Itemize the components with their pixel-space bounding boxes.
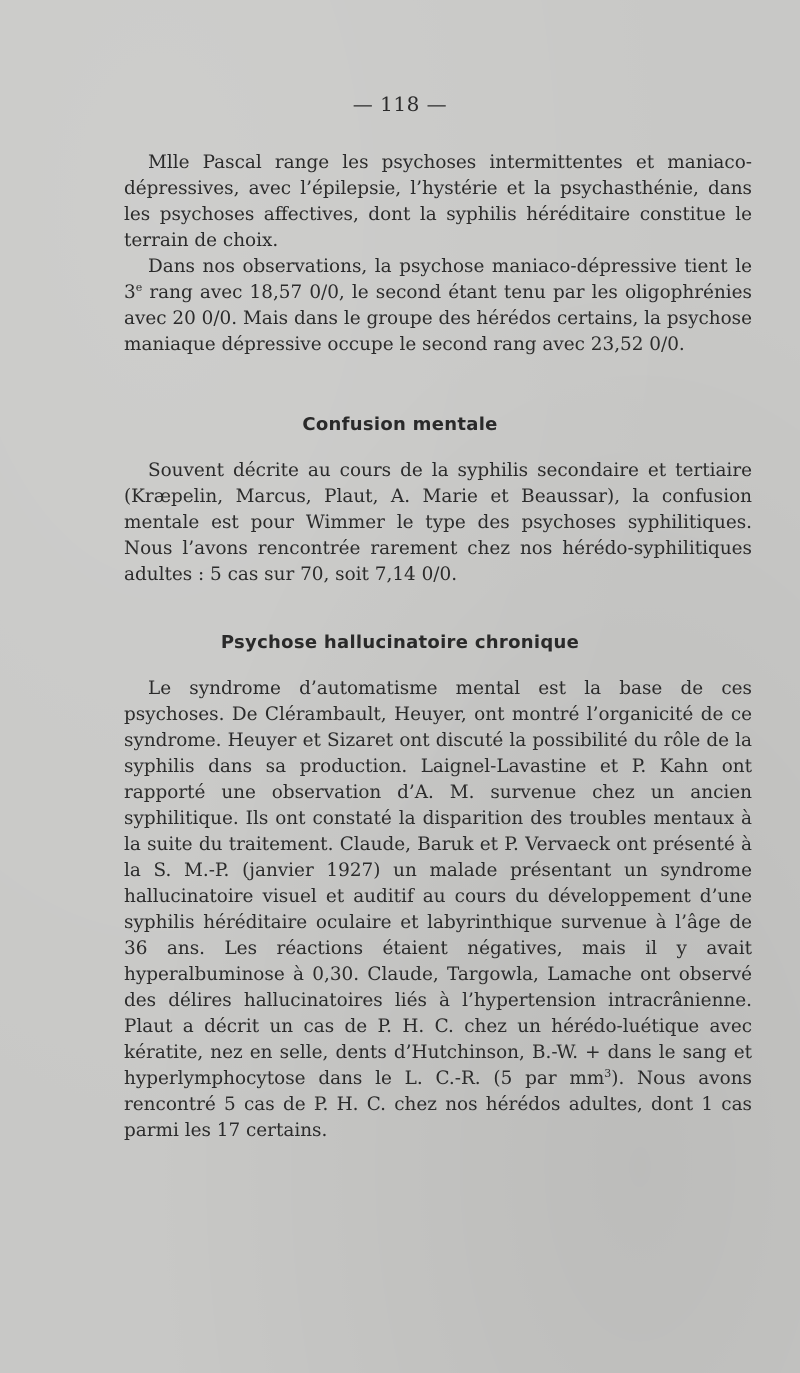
intro-paragraph-2 — [124, 254, 752, 358]
confusion-section — [124, 458, 752, 588]
hallucinatory-section — [124, 676, 752, 1144]
intro-paragraph-1: Mlle Pascal range les psychoses intermittentes et maniaco-dépressives, avec l’épilepsie, l’hystérie et la psychasthénie, dans les psychoses affectives, dont la syphilis héréditaire constitue le terrain de choix. — [124, 152, 752, 251]
ordinal-superscript: e — [135, 280, 143, 294]
intro-paragraph-2-text-b: rang avec 18,57 0/0, le second étant tenu par les oligophrénies avec 20 0/0. Mais dans le groupe des hérédos certains, la psychose maniaque dépressive occupe le second rang avec 23,52 0/0. — [124, 282, 752, 355]
confusion-paragraph: Souvent décrite au cours de la syphilis secondaire et tertiaire (Kræpelin, Marcus, Plaut, A. Marie et Beaussar), la confusion mentale est pour Wimmer le type des psychoses syphilitiques. Nous l’avons rencontrée rarement chez nos hérédo-syphilitiques adultes : 5 cas sur 70, soit 7,14 0/0. — [124, 460, 752, 585]
heading-psychose-hallucinatoire: Psychose hallucinatoire chronique — [220, 632, 580, 653]
page-number: — 118 — — [352, 92, 448, 116]
cubic-superscript: 3 — [604, 1066, 612, 1080]
heading-confusion-mentale: Confusion mentale — [302, 414, 498, 435]
hallucinatory-paragraph-text-a: Le syndrome d’automatisme mental est la base de ces psychoses. De Clérambault, Heuyer, ont montré l’organicité de ce syndrome. Heuyer et Sizaret ont discuté la possibilité du rôle de la syphilis dans sa production. Laignel-Lavastine et P. Kahn ont rapporté une observation d’A. M. survenue chez un ancien syphilitique. Ils ont constaté la disparition des troubles mentaux à la suite du traitement. Claude, Baruk et P. Vervaeck ont présenté à la S. M.-P. (janvier 1927) un malade présentant un syndrome hallucinatoire visuel et auditif au cours du développement d’une syphilis héréditaire oculaire et labyrinthique survenue à l’âge de 36 ans. Les réactions étaient négatives, mais il y avait hyperalbuminose à 0,30. Claude, Targowla, Lamache ont observé des délires hallucinatoires liés à l’hypertension intracrânienne. Plaut a décrit un cas de P. H. C. chez un hérédo-luétique avec kératite, nez en selle, dents d’Hutchinson, B.-W. + dans le sang et hyperlymphocytose dans le L. C.-R. (5 par mm — [124, 678, 752, 1089]
hallucinatory-paragraph — [124, 676, 752, 1144]
intro-section — [124, 150, 752, 358]
intro-paragraph-2-text-a: Dans nos observations, la psychose maniaco-dépressive tient le 3 — [124, 256, 752, 303]
hallucinatory-paragraph-text-b: ). Nous avons rencontré 5 cas de P. H. C. chez nos hérédos adultes, dont 1 cas parmi les 17 certains. — [124, 1068, 752, 1141]
